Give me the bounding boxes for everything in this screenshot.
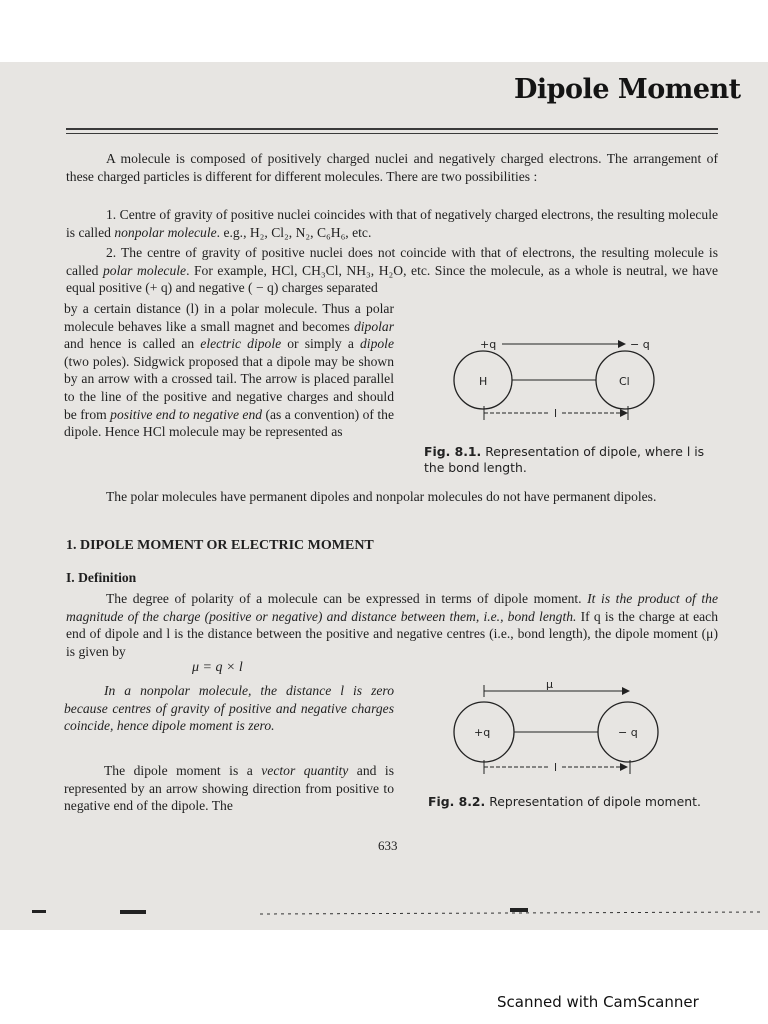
point-2 [66, 244, 718, 297]
definition-paragraph [66, 590, 718, 660]
fig1-arrowhead-icon [618, 340, 626, 348]
fig2-mu-label: μ [546, 678, 553, 691]
vector-text-a: The dipole moment is a [104, 763, 262, 778]
edge-mark-right [510, 908, 528, 912]
point-1-examples: . e.g., H₂, Cl₂, N₂, C₆H₆, etc. [216, 224, 372, 240]
page-title: Dipole Moment [514, 74, 741, 105]
scanner-watermark: Scanned with CamScanner [497, 993, 699, 1011]
title-rule-top [66, 128, 718, 130]
scanned-page [0, 62, 768, 930]
point-2-examples: . For example, HCl, CH₃Cl, NH₃, H₂O, etc. Since the molecule, as a whole is neutral, we have equal positive (+ q) and negative ( − q) charges separated [66, 262, 718, 296]
point-1 [66, 206, 718, 241]
title-rule-bottom [66, 133, 718, 134]
fig2-length-arrowhead-icon [620, 763, 628, 771]
fig1-minus-label: − q [630, 338, 650, 351]
dipole-column [64, 300, 394, 441]
fig1-caption [424, 444, 716, 476]
intro-paragraph: A molecule is composed of positively charged nuclei and negatively charged electrons. The arrangement of these charged particles is different for different molecules. There are two possibilities : [66, 151, 718, 184]
bottom-dotted-line [260, 912, 760, 914]
page-number: 633 [378, 838, 398, 853]
figure-8-2 [440, 676, 720, 806]
column-text-d: (two poles). Sidgwick proposed that a dipole may be shown by an arrow with a crossed tail. The arrow is placed parallel to the line of the positive and negative charges and should be from [64, 353, 394, 422]
point-2-text: 2. The centre of gravity of positive nuclei does not coincide with that of electrons, the resulting molecule is called [66, 245, 718, 278]
fig1-length-arrowhead-icon [620, 409, 628, 417]
definition-italic: It is the product of the magnitude of the charge (positive or negative) and distance between them, i.e., bond length. [66, 591, 718, 624]
fig1-caption-number: Fig. 8.1. [424, 444, 482, 459]
fig2-plus-label: +q [474, 726, 491, 739]
fig2-caption-text: Representation of dipole moment. [485, 794, 701, 809]
fig2-caption [428, 794, 718, 810]
fig2-length-label: l [554, 761, 558, 774]
fig1-plus-label: +q [480, 338, 497, 351]
page-edge-marks [20, 904, 760, 926]
term-electric-dipole: electric dipole [200, 336, 282, 352]
fig1-atom-h-label: H [479, 375, 488, 388]
column-text-c: or simply a [281, 336, 360, 352]
term-dipolar: dipolar [353, 318, 394, 334]
term-dipole: dipole [360, 336, 394, 352]
nonpolar-note: In a nonpolar molecule, the distance l is zero because centres of gravity of positive and negative charges coincide, hence dipole moment is zero. [64, 683, 394, 734]
subsection-definition: I. Definition [66, 570, 137, 585]
definition-formula-intro: If q is the charge at each end of dipole and l is the distance between the positive and negative centres (i.e., bond length), the dipole moment (μ) is given by [66, 608, 718, 659]
fig2-caption-number: Fig. 8.2. [428, 794, 486, 809]
point-1-term: nonpolar molecule [114, 224, 217, 240]
column-text-a: by a certain distance (l) in a polar molecule. Thus a polar molecule behaves like a small magnet and becomes [64, 301, 394, 334]
point-1-text: 1. Centre of gravity of positive nuclei coincides with that of negatively charged electrons, the resulting molecule is called [66, 207, 718, 240]
vector-paragraph [64, 762, 394, 815]
fig2-mu-arrowhead-icon [622, 687, 630, 695]
edge-mark-left [32, 910, 46, 913]
vector-text-b: and is represented by an arrow showing direction from positive to negative end of the dipole. The [64, 763, 394, 814]
fig1-atom-cl-label: Cl [619, 375, 630, 388]
dipole-formula: μ = q × l [192, 660, 243, 675]
fig2-minus-label: − q [618, 726, 638, 739]
fig1-length-label: l [554, 407, 558, 420]
fig1-caption-text: Representation of dipole, where l is the bond length. [424, 444, 705, 475]
term-vector-quantity: vector quantity [261, 763, 349, 778]
term-direction: positive end to negative end [110, 406, 263, 422]
definition-text: The degree of polarity of a molecule can be expressed in terms of dipole moment. [106, 591, 582, 606]
section-heading-dipole-moment: 1. DIPOLE MOMENT OR ELECTRIC MOMENT [66, 538, 374, 553]
column-text-e: (as a convention) of the dipole. Hence HCl molecule may be represented as [64, 406, 394, 440]
point-2-term: polar molecule [103, 262, 187, 278]
permanent-dipoles-paragraph: The polar molecules have permanent dipoles and nonpolar molecules do not have permanent dipoles. [106, 489, 657, 504]
column-text-b: and hence is called an [64, 336, 201, 352]
edge-mark-middle [120, 910, 146, 914]
